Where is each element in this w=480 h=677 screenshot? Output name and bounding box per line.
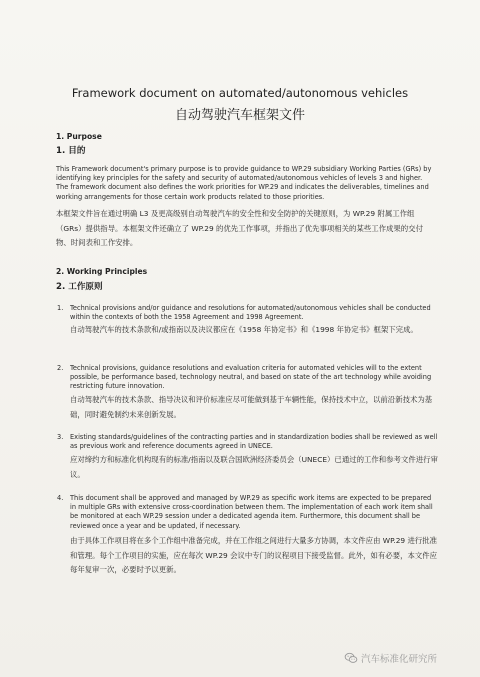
- document-title-zh: 自动驾驶汽车框架文件: [174, 108, 305, 123]
- principles-heading-zh: 2. 工作原则: [56, 282, 103, 292]
- principle-1-number: 1.: [57, 304, 64, 312]
- principle-4-text-en: This document shall be approved and managed by WP.29 as specific work items are expected to be prepared in multiple GRs with extensive cross-coordination between them. The implementation of each work item shall be monitored at each WP.29 session under a dedicated agenda item. Furthermore, this document shall be reviewed once a year and be updated, if necessary.: [70, 494, 433, 530]
- principle-1-text-zh: 自动驾驶汽车的技术条款和/或指南以及决议都应在《1958 年协定书》和《1998 年协定书》框架下完成。: [70, 325, 418, 334]
- principle-3-number: 3.: [57, 433, 64, 441]
- principles-heading-en: 2. Working Principles: [56, 267, 148, 276]
- document-title-en: Framework document on automated/autonomous vehicles: [71, 86, 409, 100]
- principle-4-number: 4.: [57, 494, 64, 502]
- purpose-paragraph-en: This Framework document's primary purpose is to provide guidance to WP.29 subsidiary Working Parties (GRs) by identifying key principles for the safety and security of automated/autonomous vehicles of levels 3 and higher. The framework document also defines the work priorities for WP.29 and indicates the deliverables, timelines and working arrangements for those certain work products related to those priorities.: [56, 165, 432, 201]
- principle-1-text-en: Technical provisions and/or guidance and resolutions for automated/autonomous vehicles shall be conducted within the contexts of both the 1958 Agreement and 1998 Agreement.: [70, 304, 431, 322]
- principle-2-text-zh: 自动驾驶汽车的技术条款、指导决议和评价标准应尽可能做到基于车辆性能，保持技术中立，以前沿新技术为基础，同时避免制约未来创新发展。: [70, 395, 433, 419]
- principle-2-number: 2.: [57, 364, 64, 372]
- watermark-text: 汽车标准化研究所: [361, 654, 438, 665]
- principle-4-text-zh: 由于具体工作项目将在多个工作组中准备完成，并在工作组之间进行大量多方协调，本文件应由 WP.29 进行批准和管理。每个工作项目的实施，应在每次 WP.29 会议中专门的议程项目下接受监督。此外，如有必要，本文件应每年复审一次，必要时予以更新。: [70, 536, 438, 574]
- principle-3-text-zh: 应对缔约方和标准化机构现有的标准/指南以及联合国欧洲经济委员会（UNECE）已通过的工作和参考文件进行审议。: [70, 455, 438, 479]
- principle-3-text-en: Existing standards/guidelines of the contracting parties and in standardization bodies shall be reviewed as well as previous work and reference documents agreed in UNECE.: [70, 433, 438, 451]
- purpose-heading-zh: 1. 目的: [56, 146, 86, 156]
- purpose-paragraph-zh: 本框架文件旨在通过明确 L3 及更高级别自动驾驶汽车的安全性和安全防护的关键原则，为 WP.29 附属工作组（GRs）提供指导。本框架文件还确立了 WP.29 的优先工作事项，并指出了优先事项相关的某些工作成果的交付物、时间表和工作安排。: [56, 209, 423, 247]
- purpose-heading-en: 1. Purpose: [56, 132, 102, 141]
- wechat-icon: [344, 651, 358, 665]
- watermark: [344, 650, 437, 666]
- principle-2-text-en: Technical provisions, guidance resolutions and evaluation criteria for automated vehicles will to the extent possible, be performance based, technology neutral, and based on state of the art technology while avoiding restricting future innovation.: [70, 364, 432, 391]
